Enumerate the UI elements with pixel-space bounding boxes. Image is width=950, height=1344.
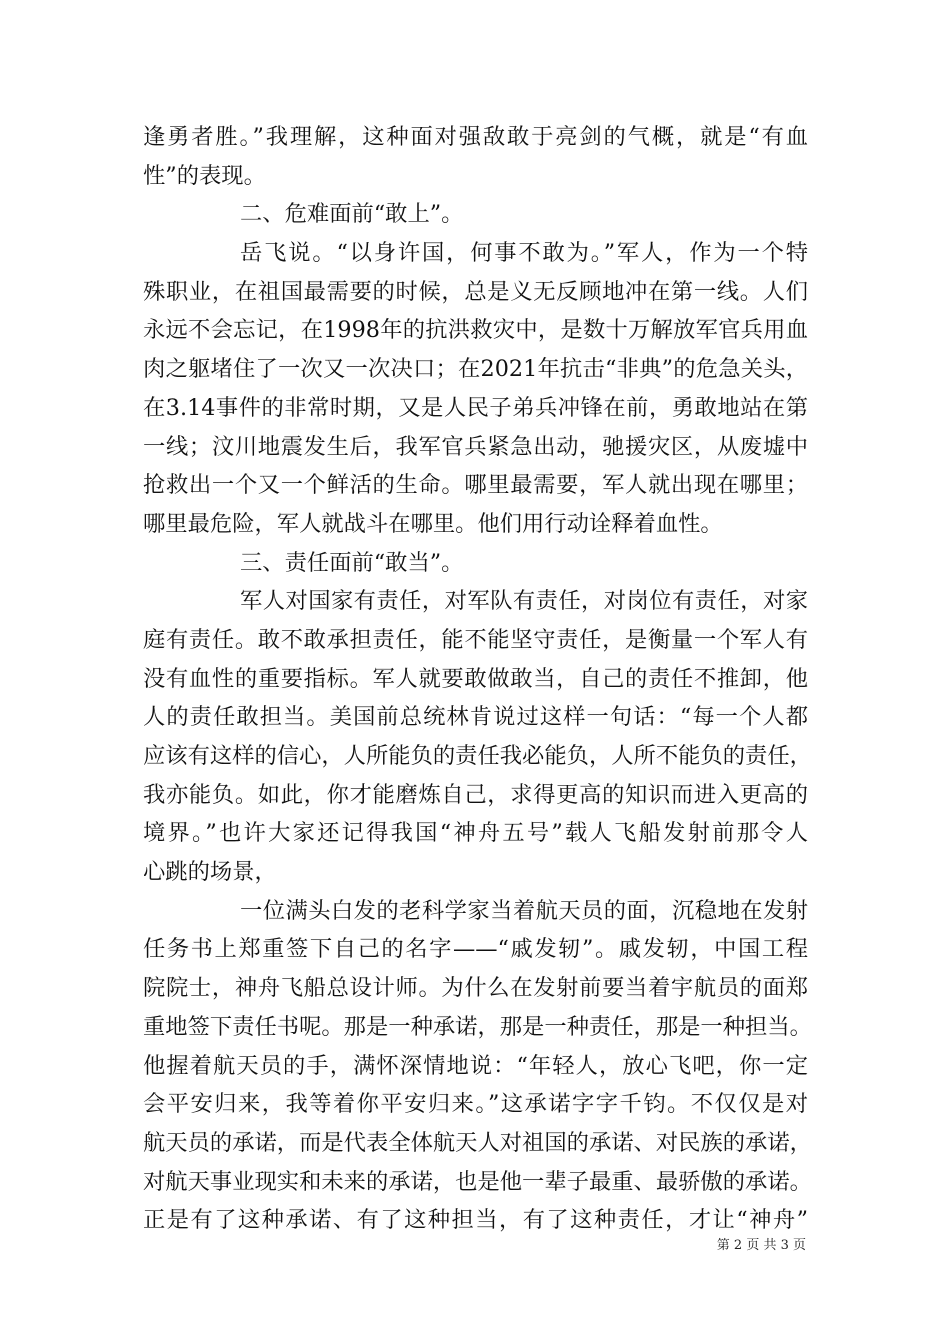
text-line: 庭有责任。敢不敢承担责任，能不能坚守责任，是衡量一个军人有: [143, 626, 808, 653]
text-line: 航天员的承诺，而是代表全体航天人对祖国的承诺、对民族的承诺，: [143, 1129, 812, 1156]
text-line: 抢救出一个又一个鲜活的生命。哪里最需要，军人就出现在哪里；: [143, 472, 808, 499]
text-line: 在3.14事件的非常时期，又是人民子弟兵冲锋在前，勇敢地站在第: [143, 394, 808, 421]
text-line: 一位满头白发的老科学家当着航天员的面，沉稳地在发射: [240, 897, 808, 924]
text-line: 应该有这样的信心，人所能负的责任我必能负，人所不能负的责任，: [143, 743, 812, 769]
text-line: 性”的表现。: [143, 162, 266, 189]
text-line: 任务书上郑重签下自己的名字——“戚发轫”。戚发轫，中国工程: [143, 936, 808, 963]
text-line: 重地签下责任书呢。那是一种承诺，那是一种责任，那是一种担当。: [143, 1013, 812, 1040]
section-heading: 三、责任面前“敢当”。: [240, 549, 464, 576]
text-line: 心跳的场景，: [143, 859, 277, 886]
text-line: 军人对国家有责任，对军队有责任，对岗位有责任，对家: [240, 588, 808, 615]
text-line: 院院士，神舟飞船总设计师。为什么在发射前要当着宇航员的面郑: [143, 975, 808, 1002]
page-number-footer: 第 2 页 共 3 页: [716, 1238, 806, 1253]
text-line: 会平安归来，我等着你平安归来。”这承诺字字千钧。不仅仅是对: [143, 1091, 808, 1118]
text-line: 逢勇者胜。”我理解，这种面对强敌敢于亮剑的气概，就是“有血: [143, 124, 808, 150]
body-text: [143, 118, 812, 1240]
text-line: 正是有了这种承诺、有了这种担当，有了这种责任，才让“神舟”: [143, 1207, 808, 1234]
text-line: 我亦能负。如此，你才能磨炼自己，求得更高的知识而进入更高的: [143, 781, 808, 808]
text-line: 殊职业，在祖国最需要的时候，总是义无反顾地冲在第一线。人们: [143, 278, 808, 305]
text-line: 永远不会忘记，在1998年的抗洪救灾中，是数十万解放军官兵用血: [143, 317, 808, 344]
text-line: 哪里最危险，军人就战斗在哪里。他们用行动诠释着血性。: [143, 510, 723, 537]
text-line: 一线；汶川地震发生后，我军官兵紧急出动，驰援灾区，从废墟中: [143, 433, 808, 460]
section-heading: 二、危难面前“敢上”。: [240, 201, 464, 228]
text-line: 岳飞说。“以身许国，何事不敢为。”军人，作为一个特: [240, 240, 808, 267]
text-line: 对航天事业现实和未来的承诺，也是他一辈子最重、最骄傲的承诺。: [143, 1168, 812, 1195]
text-line: 他握着航天员的手，满怀深情地说：“年轻人，放心飞吧，你一定: [143, 1052, 808, 1079]
text-line: 没有血性的重要指标。军人就要敢做敢当，自己的责任不推卸，他: [143, 665, 808, 692]
text-line: 境界。”也许大家还记得我国“神舟五号”载人飞船发射前那令人: [143, 820, 808, 847]
text-line: 人的责任敢担当。美国前总统林肯说过这样一句话：“每一个人都: [143, 704, 808, 731]
text-line: 肉之躯堵住了一次又一次决口；在2021年抗击“非典”的危急关头，: [143, 356, 808, 383]
